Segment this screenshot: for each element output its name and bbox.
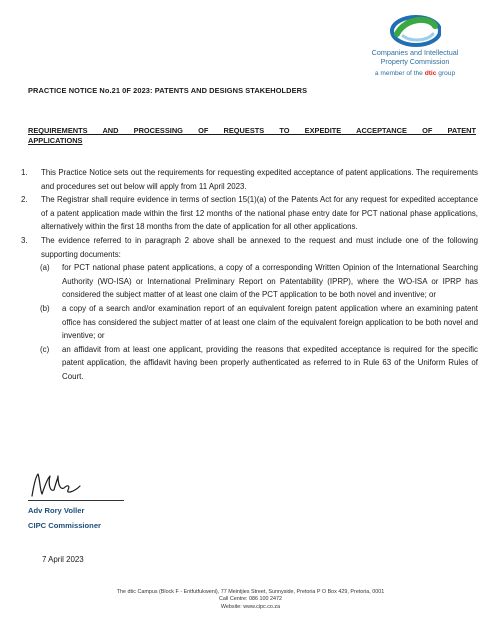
document-heading-line2: APPLICATIONS [28, 136, 83, 145]
sub-item-a [40, 261, 478, 302]
footer-address: The dtic Campus (Block F - Entfutfukweni), 77 Meintjies Street, Sunnyside, Pretoria P O Box 429, Pretoria, 0001 [116, 589, 385, 595]
paragraph-text: The evidence referred to in paragraph 2 above shall be annexed to the request and must include one of the following supporting documents: [41, 235, 478, 259]
paragraph-text: The Registrar shall require evidence in terms of section 15(1)(a) of the Patents Act for any request for expedited acceptance of a patent application made within the first 12 months of the national phase entry date for PCT national phase applications, alternatively within the first 18 months from the date of application for all other applications. [41, 195, 478, 232]
signatory-name: Adv Rory Voller [28, 506, 85, 515]
notice-date: 7 April 2023 [42, 555, 84, 564]
footer-website: Website: www.cipc.co.za [220, 603, 281, 610]
logo-member-line [351, 70, 479, 77]
sub-item-label: (b) [40, 303, 50, 313]
sub-item-b [40, 302, 478, 343]
logo-org-name-line2: Property Commission [380, 57, 450, 67]
paragraph-text: This Practice Notice sets out the requirements for requesting expedited acceptance of patent applications. The requirements and procedures set out below will apply from 11 April 2023. [41, 168, 478, 191]
cipc-swirl-logo-icon [389, 14, 441, 48]
sub-item-text: for PCT national phase patent applications, a copy of a corresponding Written Opinion of the International Searching Authority (WO-ISA) or International Preliminary Report on Patentability (IPRP), where the WO-ISA or IPRP has considered the subject matter of at least one claim of the PCT application to be both novel and inventive; or [62, 263, 478, 300]
sub-item-label: (c) [40, 344, 50, 354]
document-heading-line1: REQUIREMENTS AND PROCESSING OF REQUESTS TO EXPEDITE ACCEPTANCE OF PATENT [28, 126, 476, 135]
paragraph-2 [18, 193, 478, 234]
notice-body [18, 166, 478, 384]
paragraph-number: 1. [21, 168, 28, 177]
sub-item-text: a copy of a search and/or examination report of an equivalent foreign patent application where an examining patent office has considered the subject matter of at least one claim of the equivalent foreign application to be both novel and inventive; or [62, 303, 478, 341]
cipc-logo [351, 14, 479, 77]
paragraph-number: 3. [21, 235, 28, 245]
page-footer [0, 589, 501, 611]
logo-member-suffix: group [438, 70, 456, 78]
handwritten-signature-icon [28, 470, 88, 500]
sub-item-c [40, 343, 478, 384]
logo-member-prefix: a member of the [374, 70, 423, 78]
practice-notice-title: PRACTICE NOTICE No.21 0F 2023: PATENTS AND DESIGNS STAKEHOLDERS [28, 86, 308, 95]
paragraph-3 [18, 234, 478, 261]
paragraph-1 [18, 166, 478, 193]
signatory-role: CIPC Commissioner [28, 521, 102, 530]
logo-org-name-line1: Companies and Intellectual [371, 48, 459, 57]
paragraph-number: 2. [21, 195, 28, 205]
signature-line [28, 500, 124, 501]
logo-member-dtic: dtic [424, 70, 437, 78]
sub-item-label: (a) [40, 263, 50, 273]
footer-call-centre: Call Centre: 086 100 2472 [219, 596, 282, 603]
sub-item-text: an affidavit from at least one applicant, providing the reasons that expedited acceptance is required for the specific patent application, the affidavit having been properly authenticated as referred to in Rule 63 of the Uniform Rules of Court. [62, 344, 478, 381]
